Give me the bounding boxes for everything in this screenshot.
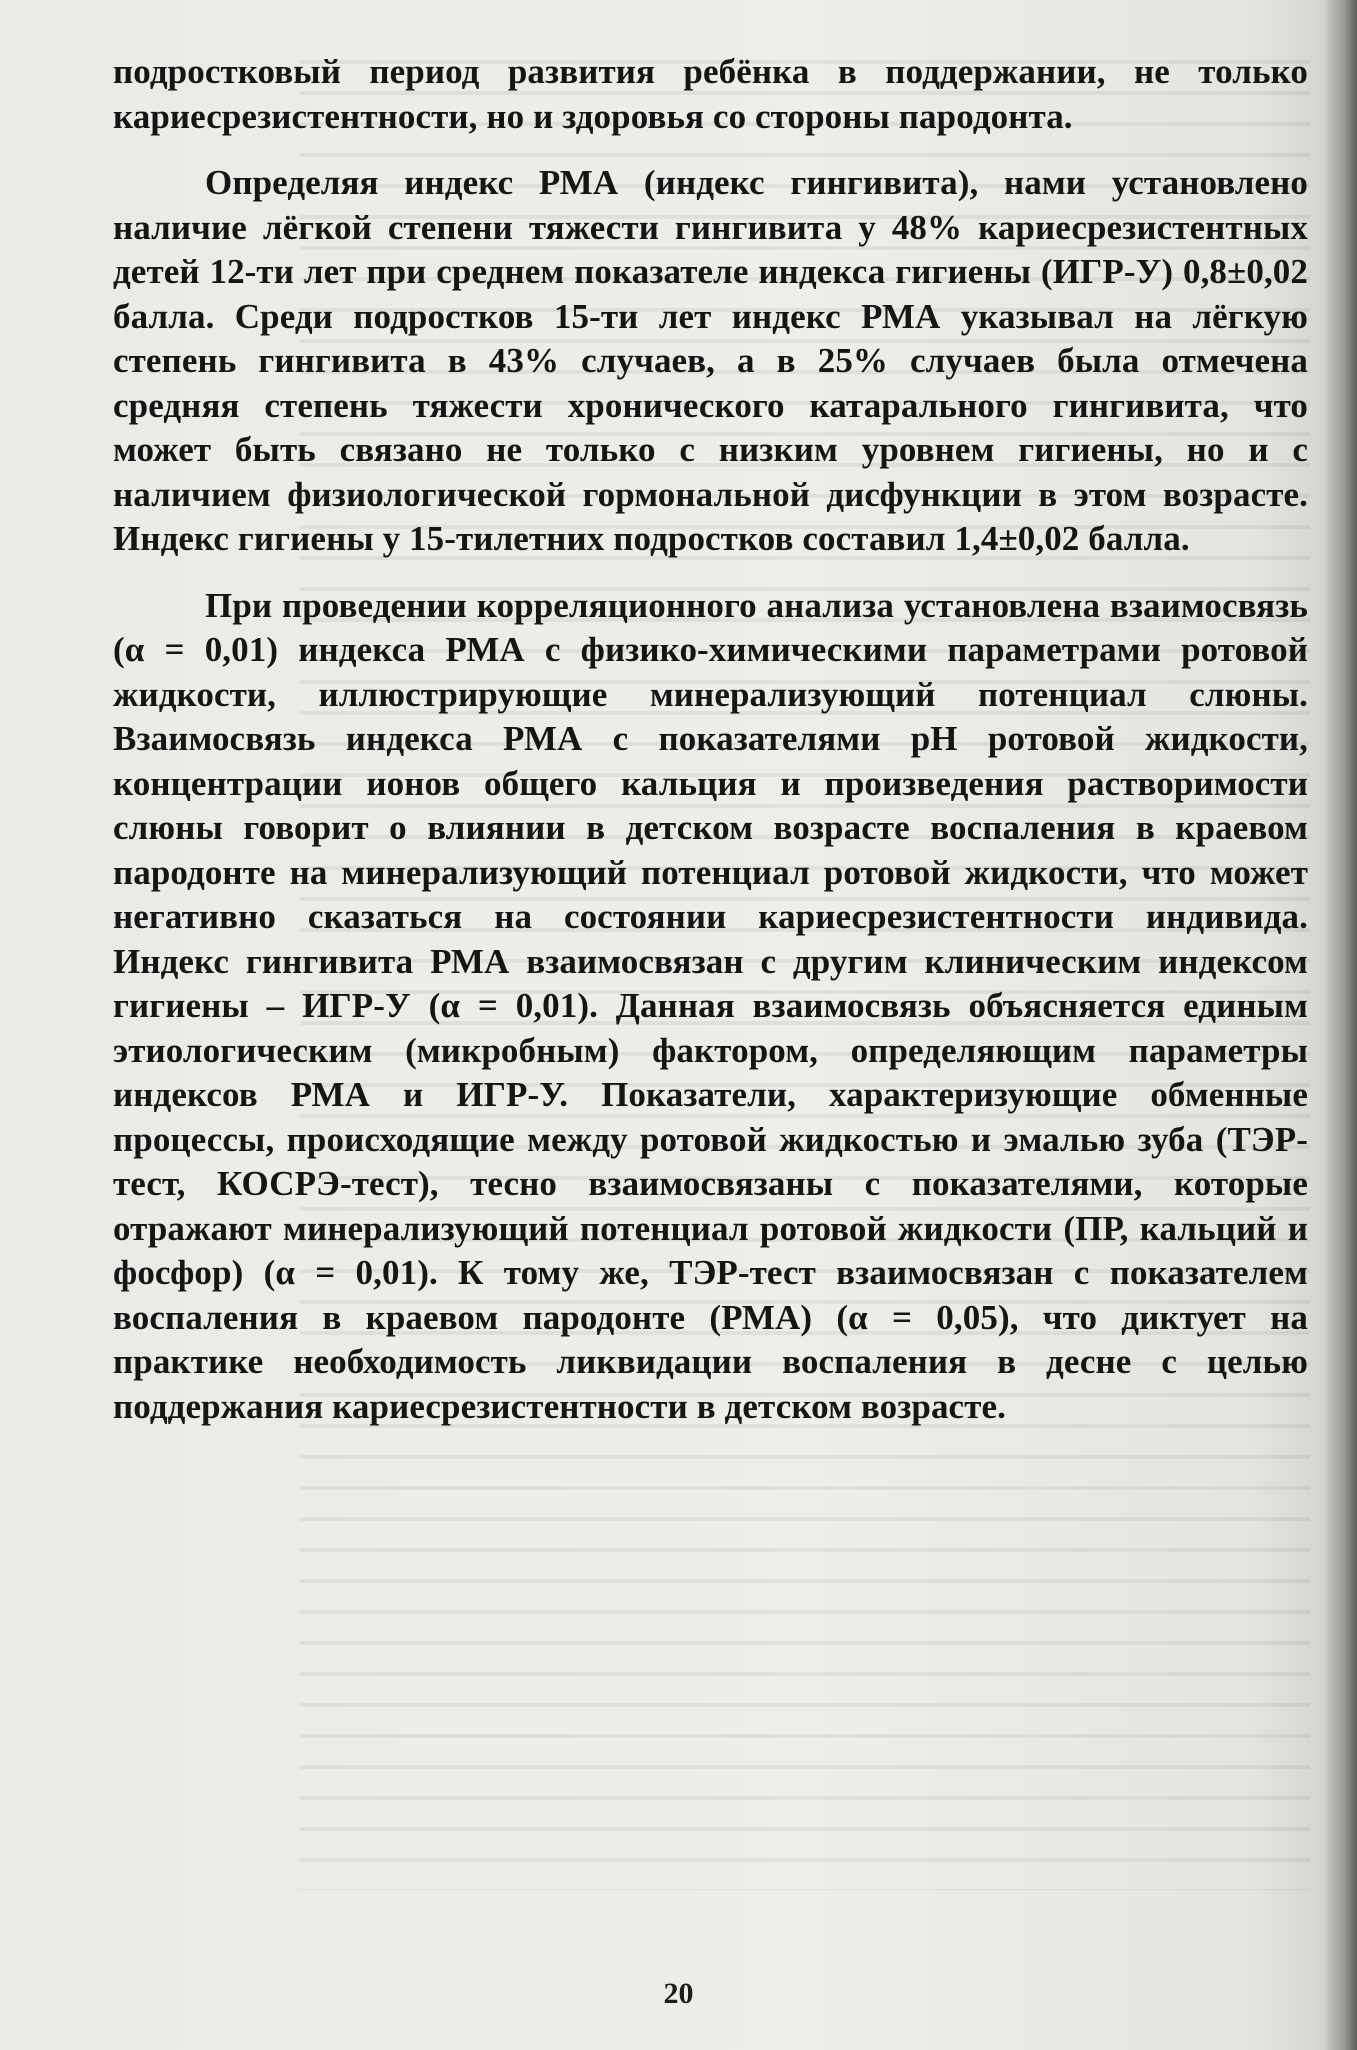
paragraph-pma-index: Определяя индекс РМА (индекс гингивита), нами установлено наличие лёгкой степени тяжести гингивита у 48% кариесрезистентных детей 12-ти лет при среднем показателе индекса гигиены (ИГР-У) 0,8±0,02 балла. Среди подростков 15-ти лет индекс РМА указывал на лёгкую степень гингивита в 43% случаев, а в 25% случаев была отмечена средняя степень тяжести хронического катарального гингивита, что может быть связано не только с низким уровнем гигиены, но и с наличием физиологической гормональной дисфункции в этом возрасте. Индекс гигиены у 15-тилетних подростков составил 1,4±0,02 балла. — [113, 163, 1308, 558]
paragraph-continuation: подростковый период развития ребёнка в поддержании, не только кариесрезистентности, но и здоровья со стороны пародонта. — [113, 52, 1308, 136]
binding-shadow — [1323, 0, 1357, 2050]
paragraph-correlation-analysis: При проведении корреляционного анализа установлена взаимосвязь (α = 0,01) индекса РМА с физико-химическими параметрами ротовой жидкости, иллюстрирующие минерализующий потенциал слюны. Взаимосвязь индекса РМА с показателями pH ротовой жидкости, концентрации ионов общего кальция и произведения растворимости слюны говорит о влиянии в детском возрасте воспаления в краевом пародонте на минерализующий потенциал ротовой жидкости, что может негативно сказаться на состоянии кариесрезистентности индивида. Индекс гингивита РМА взаимосвязан с другим клиническим индексом гигиены – ИГР-У (α = 0,01). Данная взаимосвязь объясняется единым этиологическим (микробным) фактором, определяющим параметры индексов РМА и ИГР-У. Показатели, характеризующие обменные процессы, происходящие между ротовой жидкостью и эмалью зуба (ТЭР-тест, КОСРЭ-тест), тесно взаимосвязаны с показателями, которые отражают минерализующий потенциал ротовой жидкости (ПР, кальций и фосфор) (α = 0,01). К тому же, ТЭР-тест взаимосвязан с показателем воспаления в краевом пародонте (РМА) (α = 0,05), что диктует на практике необходимость ликвидации воспаления в десне с целью поддержания кариесрезистентности в детском возрасте. — [113, 585, 1308, 1426]
page-number: 20 — [663, 1977, 694, 2010]
body-text — [113, 50, 1308, 1451]
